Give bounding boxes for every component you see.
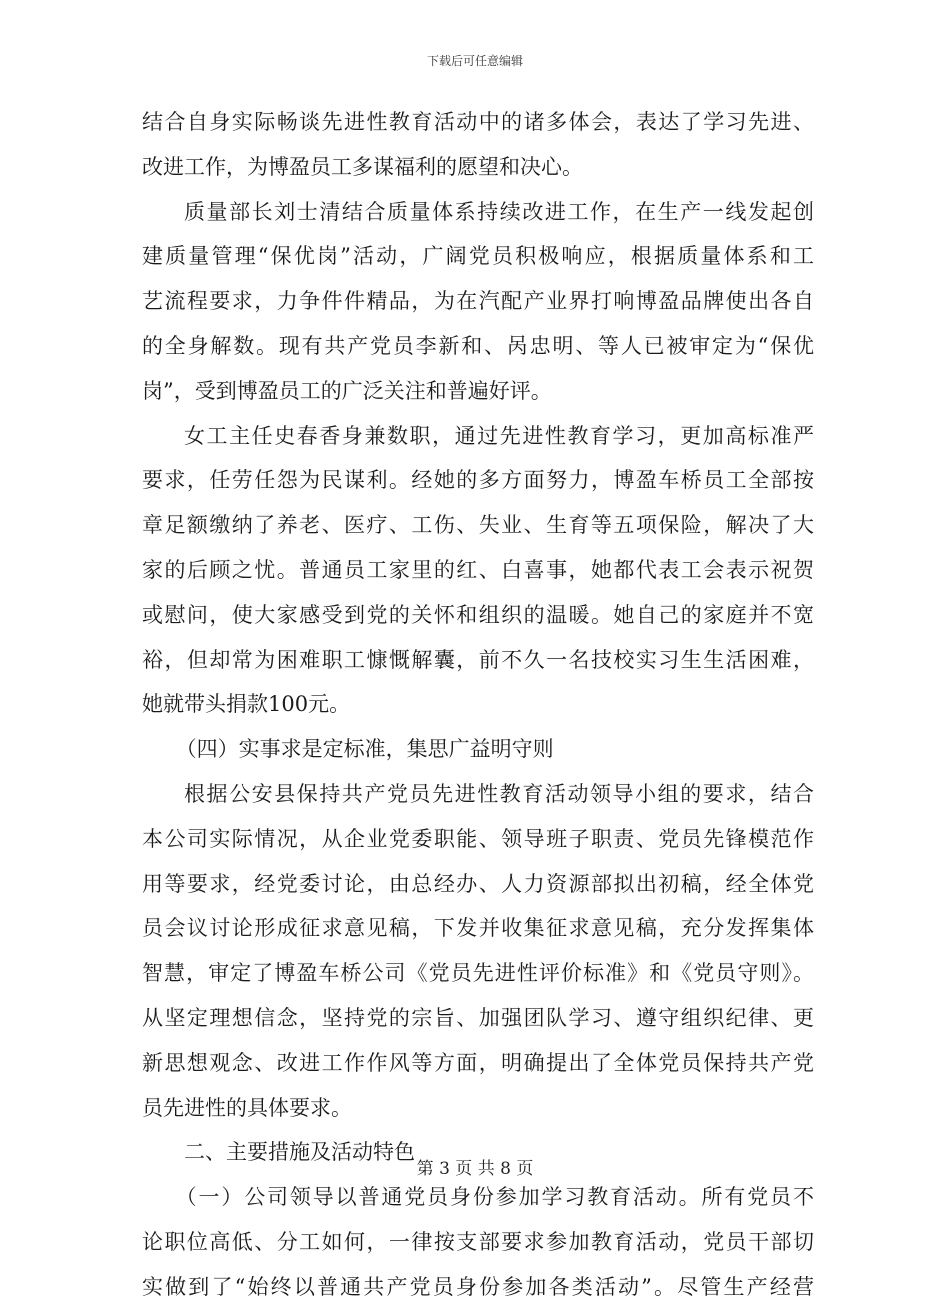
text-line: 论职位高低、分工如何，一律按支部要求参加教育活动，党员干部切 bbox=[142, 1229, 814, 1254]
text-line: 实做到了“始终以普通共产党员身份参加各类活动”。尽管生产经营 bbox=[142, 1274, 814, 1299]
page-header: 下载后可任意编辑 bbox=[426, 54, 523, 68]
text-line: 二、主要措施及活动特色 bbox=[184, 1140, 415, 1165]
text-line: 艺流程要求，力争件件精品，为在汽配产业界打响博盈品牌使出各自 bbox=[142, 289, 814, 314]
text-line: 的全身解数。现有共产党员李新和、呙忠明、等人已被审定为“保优 bbox=[142, 333, 814, 358]
text-line: 本公司实际情况，从企业党委职能、领导班子职责、党员先锋模范作 bbox=[142, 826, 814, 851]
text-line: 员会议讨论形成征求意见稿，下发并收集征求意见稿，充分发挥集体 bbox=[142, 916, 814, 941]
text-line: 裕，但却常为困难职工慷慨解囊，前不久一名技校实习生生活困难， bbox=[142, 647, 814, 672]
text-line: 新思想观念、改进工作作风等方面，明确提出了全体党员保持共产党 bbox=[142, 1050, 814, 1075]
text-line: 员先进性的具体要求。 bbox=[142, 1095, 352, 1120]
text-line: 女工主任史春香身兼数职，通过先进性教育学习，更加高标准严 bbox=[184, 423, 814, 448]
text-line: 建质量管理“保优岗”活动，广阔党员积极响应，根据质量体系和工 bbox=[142, 244, 814, 269]
text-line: 或慰问，使大家感受到党的关怀和组织的温暖。她自己的家庭并不宽 bbox=[142, 602, 814, 627]
text-line: （一）公司领导以普通党员身份参加学习教育活动。所有党员不 bbox=[175, 1185, 814, 1210]
text-line: 章足额缴纳了养老、医疗、工伤、失业、生育等五项保险，解决了大 bbox=[142, 513, 814, 538]
text-line: 岗”，受到博盈员工的广泛关注和普遍好评。 bbox=[142, 378, 552, 403]
text-line: 从坚定理想信念，坚持党的宗旨、加强团队学习、遵守组织纪律、更 bbox=[142, 1005, 814, 1030]
text-line: 家的后顾之忧。普通员工家里的红、白喜事，她都代表工会表示祝贺 bbox=[142, 557, 814, 582]
text-line: 结合自身实际畅谈先进性教育活动中的诸多体会，表达了学习先进、 bbox=[142, 110, 814, 134]
text-line: 根据公安县保持共产党员先进性教育活动领导小组的要求，结合 bbox=[184, 781, 814, 806]
text-line: 要求，任劳任怨为民谋利。经她的多方面努力，博盈车桥员工全部按 bbox=[142, 468, 814, 493]
text-line: 用等要求，经党委讨论，由总经办、人力资源部拟出初稿，经全体党 bbox=[142, 871, 814, 896]
text-line: 她就带头捐款100元。 bbox=[142, 692, 351, 717]
text-line: （四）实事求是定标准，集思广益明守则 bbox=[175, 737, 554, 762]
page-footer: 第 3 页 共 8 页 bbox=[416, 1159, 534, 1179]
text-line: 智慧，审定了博盈车桥公司《党员先进性评价标准》和《党员守则》。 bbox=[142, 961, 814, 986]
text-line: 改进工作，为博盈员工多谋福利的愿望和决心。 bbox=[142, 154, 583, 179]
body-text bbox=[142, 100, 814, 1310]
text-line: 质量部长刘士清结合质量体系持续改进工作，在生产一线发起创 bbox=[184, 199, 814, 224]
